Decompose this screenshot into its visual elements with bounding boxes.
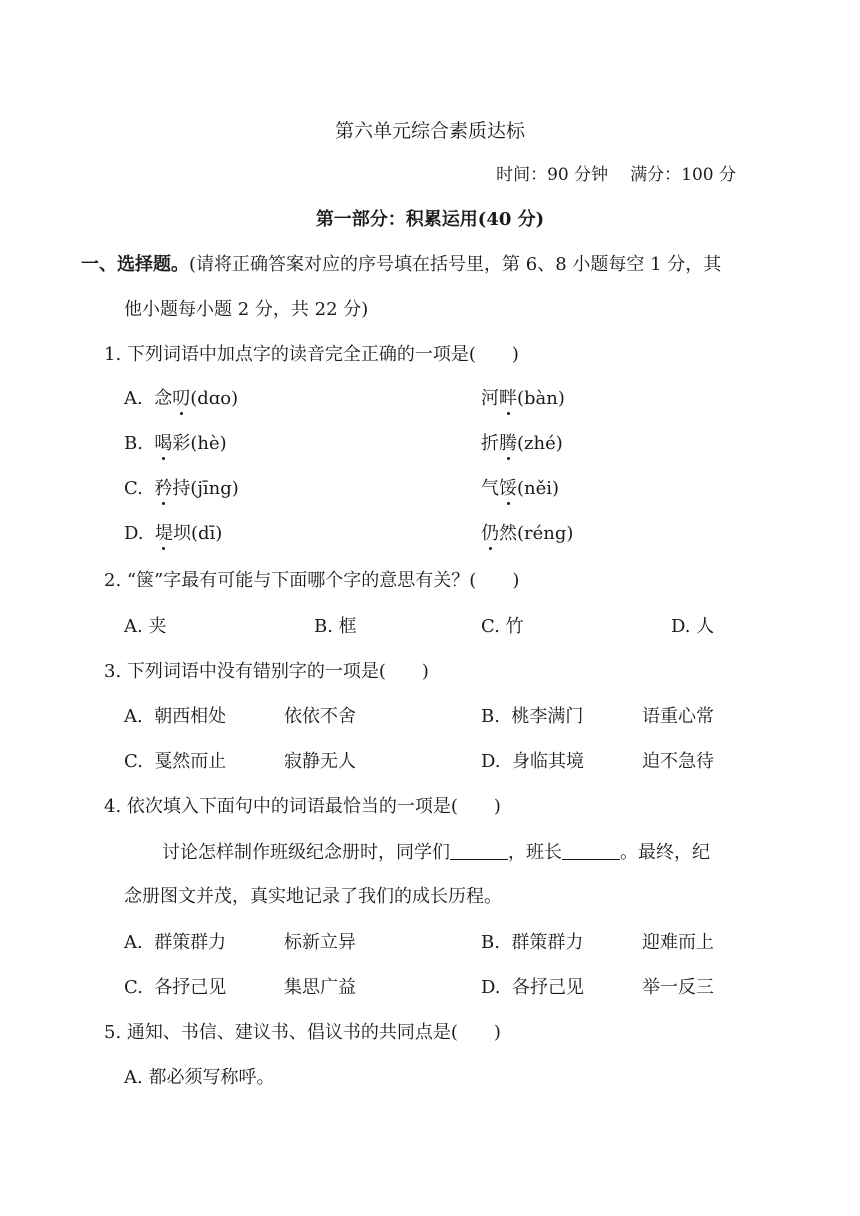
q3-option-b: B. 桃李满门 [481, 706, 584, 727]
q4-option-d-word2: 举一反三 [642, 977, 714, 998]
q3-option-a-word2: 依依不舍 [284, 706, 356, 727]
fill-blank-1 [450, 841, 508, 860]
part-heading: 第一部分：积累运用(40 分) [315, 209, 545, 230]
q1-option-d-word2: 仍然(réng) [481, 523, 574, 544]
section-heading-line1 [81, 250, 721, 276]
q4-option-a: A. 群策群力 [124, 932, 227, 953]
q4-option-d: D. 各抒己见 [481, 977, 584, 998]
q3-option-d-word2: 迫不急待 [642, 751, 714, 772]
q3-option-a: A. 朝西相处 [124, 706, 227, 727]
dotted-char: 喝 [154, 433, 173, 454]
section-instructions: (请将正确答案对应的序号填在括号里，第 6、8 小题每空 1 分，其 [189, 254, 722, 275]
q3-option-c-word2: 寂静无人 [284, 751, 356, 772]
q1-option-b-word2: 折腾(zhé) [481, 433, 563, 454]
q3-option-d: D. 身临其境 [481, 751, 584, 772]
q4-passage-line2: 念册图文并茂，真实地记录了我们的成长历程。 [124, 886, 502, 907]
time-limit: 时间：90 分钟 [496, 165, 609, 185]
q4-option-b-word2: 迎难而上 [642, 932, 714, 953]
q4-passage-line1: 讨论怎样制作班级纪念册时，同学们 ，班长 。最终，纪 [162, 842, 710, 863]
question-5-stem: 5. 通知、书信、建议书、倡议书的共同点是( ) [104, 1022, 501, 1043]
dotted-char: 畔 [499, 388, 517, 409]
dotted-char: 腾 [499, 433, 517, 454]
q2-option-b: B. 框 [314, 616, 357, 637]
q5-option-a: A. 都必须写称呼。 [124, 1067, 275, 1088]
exam-meta [474, 160, 736, 185]
dotted-char: 馁 [499, 478, 517, 499]
dotted-char: 堤 [154, 523, 173, 544]
q1-option-a: A. 念叨(dɑo) [124, 388, 239, 409]
dotted-char: 叨 [172, 388, 191, 409]
q2-option-a: A. 夹 [124, 616, 167, 637]
dotted-char: 仍 [481, 523, 499, 544]
q1-option-c: C. 矜持(jīng) [124, 478, 239, 499]
dotted-char: 矜 [154, 478, 173, 499]
full-score: 满分：100 分 [630, 165, 736, 185]
q1-option-a-word2: 河畔(bàn) [481, 388, 565, 409]
section-label: 一、选择题。 [81, 254, 189, 275]
q3-option-c: C. 戛然而止 [124, 751, 227, 772]
q1-option-d: D. 堤坝(dī) [124, 523, 223, 544]
question-1-stem: 1. 下列词语中加点字的读音完全正确的一项是( ) [104, 344, 519, 365]
q4-option-c: C. 各抒己见 [124, 977, 227, 998]
section-instructions-cont: 他小题每小题 2 分，共 22 分) [124, 299, 369, 320]
q2-option-c: C. 竹 [481, 616, 524, 637]
q4-option-b: B. 群策群力 [481, 932, 584, 953]
q2-option-d: D. 人 [671, 616, 715, 637]
q4-option-c-word2: 集思广益 [284, 977, 356, 998]
q3-option-b-word2: 语重心常 [642, 706, 714, 727]
page-title: 第六单元综合素质达标 [334, 120, 525, 142]
question-4-stem: 4. 依次填入下面句中的词语最恰当的一项是( ) [104, 796, 501, 817]
q1-option-c-word2: 气馁(něi) [481, 478, 560, 499]
q4-option-a-word2: 标新立异 [284, 932, 356, 953]
q1-option-b: B. 喝彩(hè) [124, 433, 227, 454]
question-3-stem: 3. 下列词语中没有错别字的一项是( ) [104, 661, 429, 682]
fill-blank-2 [562, 841, 620, 860]
question-2-stem: 2. “箧”字最有可能与下面哪个字的意思有关？( ) [104, 570, 520, 591]
